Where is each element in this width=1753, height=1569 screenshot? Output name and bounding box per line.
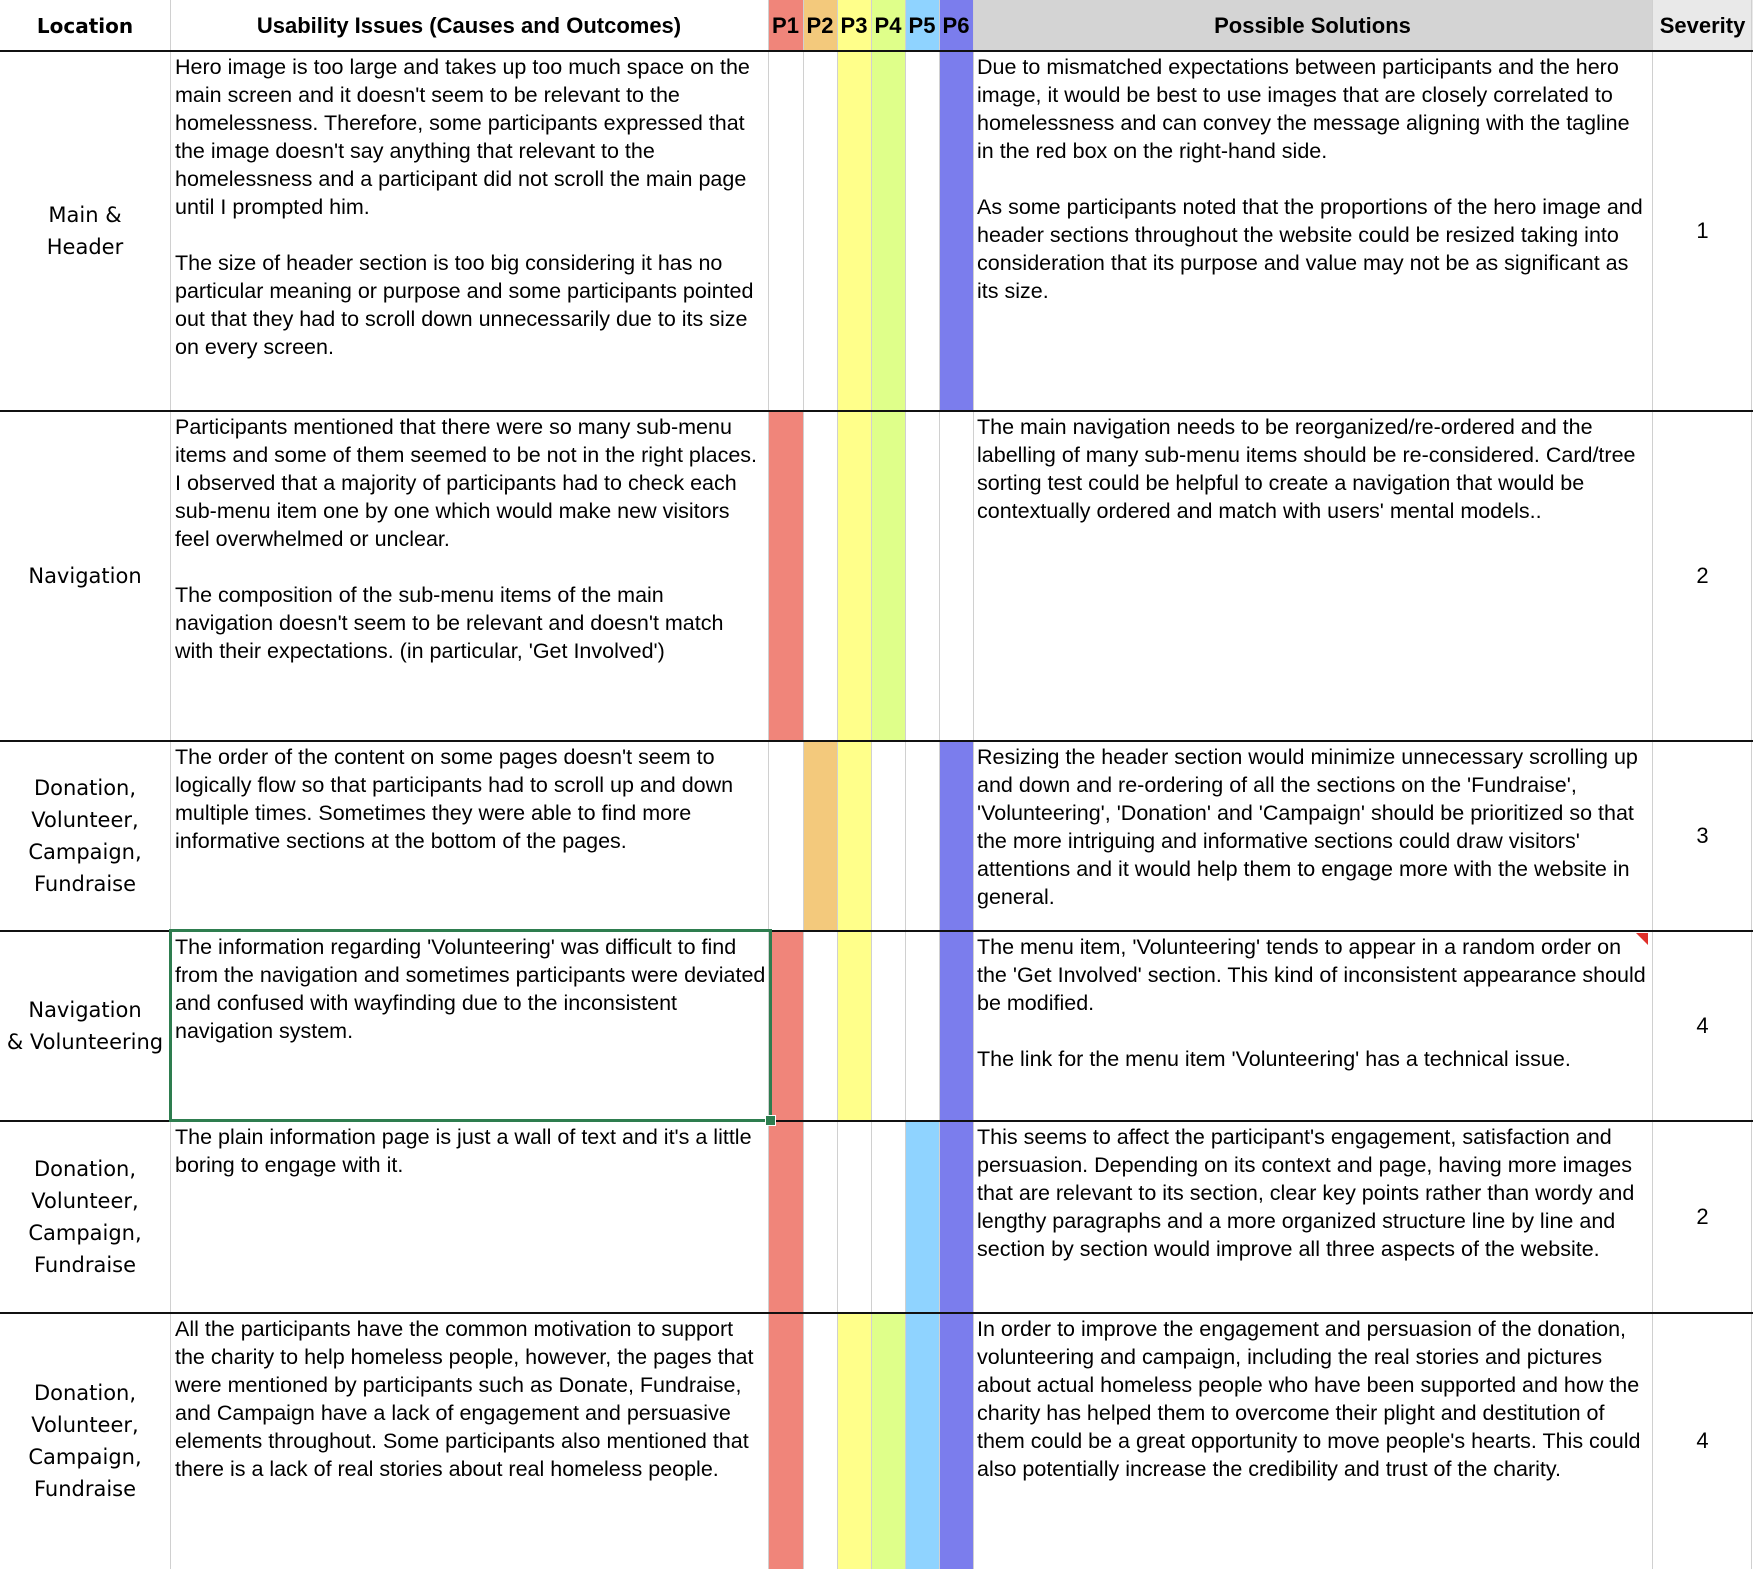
column-divider bbox=[768, 0, 769, 1569]
row-divider bbox=[0, 50, 1753, 52]
participant-mark-p4 bbox=[871, 51, 905, 411]
participant-mark-p2 bbox=[803, 741, 837, 931]
participant-mark-p1 bbox=[768, 931, 803, 1121]
location-cell[interactable]: Donation, Volunteer, Campaign, Fundraise bbox=[28, 776, 142, 896]
participant-mark-p4 bbox=[871, 411, 905, 741]
column-divider bbox=[871, 0, 872, 1569]
participant-mark-p3 bbox=[837, 1313, 871, 1569]
participant-mark-p1 bbox=[768, 1121, 803, 1313]
severity-cell[interactable]: 4 bbox=[1696, 1428, 1709, 1453]
solution-cell[interactable]: Due to mismatched expectations between participants and the hero image, it would be best to use images that are closely correlated to homelessness and can convey the message aligning with the tagline in the red box on the right-hand side. As some participants noted that the proportions of the hero image and header sections throughout the website could be resized taking into consideration that its purpose and value may not be as significant as its size. bbox=[977, 55, 1643, 303]
participant-mark-p6 bbox=[939, 1121, 973, 1313]
header-p5[interactable]: P5 bbox=[908, 12, 936, 38]
participant-mark-p6 bbox=[939, 741, 973, 931]
severity-cell[interactable]: 1 bbox=[1696, 218, 1709, 243]
participant-mark-p4 bbox=[871, 1313, 905, 1569]
participant-mark-p5 bbox=[905, 1121, 939, 1313]
location-cell[interactable]: Main & Header bbox=[46, 203, 124, 259]
issue-cell[interactable]: The information regarding 'Volunteering' was difficult to find from the navigation and sometimes participants were deviated and confused with wayfinding due to the inconsistent navigation system. bbox=[175, 935, 766, 1043]
severity-cell[interactable]: 2 bbox=[1696, 1204, 1709, 1229]
issue-cell[interactable]: All the participants have the common motivation to support the charity to help homeless people, however, the pages that were mentioned by participants such as Donate, Fundraise, and Campaign have a lack of engagement and persuasive elements throughout. Some participants also mentioned that there is a lack of real stories about real homeless people. bbox=[175, 1317, 754, 1481]
participant-mark-p3 bbox=[837, 931, 871, 1121]
participant-mark-p6 bbox=[939, 51, 973, 411]
header-p1[interactable]: P1 bbox=[772, 12, 799, 38]
location-cell[interactable]: Donation, Volunteer, Campaign, Fundraise bbox=[28, 1381, 142, 1501]
issue-cell[interactable]: The order of the content on some pages doesn't seem to logically flow so that participants had to scroll up and down multiple times. Sometimes they were able to find more informative sections at the bottom of the pages. bbox=[175, 745, 734, 853]
location-cell[interactable]: Navigation bbox=[28, 564, 142, 588]
issue-cell[interactable]: Participants mentioned that there were so many sub-menu items and some of them seemed to be not in the right places. I observed that a majority of participants had to check each sub-menu item one by one which would make new visitors feel overwhelmed or unclear. The composition of the sub-menu items of the main navigation doesn't seem to be relevant and doesn't match with their expectations. (in particular, 'Get Involved') bbox=[175, 415, 758, 663]
location-cell[interactable]: Navigation & Volunteering bbox=[6, 998, 164, 1054]
participant-mark-p6 bbox=[939, 1313, 973, 1569]
severity-cell[interactable]: 4 bbox=[1696, 1013, 1709, 1038]
participant-mark-p3 bbox=[837, 51, 871, 411]
solution-cell[interactable]: The menu item, 'Volunteering' tends to appear in a random order on the 'Get Involved' section. This kind of inconsistent appearance should be modified. The link for the menu item 'Volunteering' has a technical issue. bbox=[977, 935, 1646, 1071]
issue-cell[interactable]: Hero image is too large and takes up too much space on the main screen and it doesn't seem to be relevant to the homelessness. Therefore, some participants expressed that the image doesn't say anything that relevant to the homelessness and a participant did not scroll the main page until I prompted him. The size of header section is too big considering it has no particular meaning or purpose and some participants pointed out that they had to scroll down unnecessarily due to its size on every screen. bbox=[175, 55, 754, 359]
selected-cell-outline bbox=[169, 929, 772, 1122]
column-divider bbox=[837, 0, 838, 1569]
header-location[interactable]: Location bbox=[36, 13, 134, 38]
header-p6[interactable]: P6 bbox=[942, 12, 970, 38]
row-divider bbox=[0, 1312, 1753, 1314]
column-divider bbox=[973, 0, 974, 1569]
participant-mark-p1 bbox=[768, 1313, 803, 1569]
participant-mark-p6 bbox=[939, 931, 973, 1121]
participant-mark-p3 bbox=[837, 741, 871, 931]
column-divider bbox=[905, 0, 906, 1569]
comment-indicator-icon[interactable] bbox=[1636, 933, 1648, 945]
severity-cell[interactable]: 2 bbox=[1696, 563, 1709, 588]
participant-mark-p5 bbox=[905, 1313, 939, 1569]
participant-mark-p1 bbox=[768, 411, 803, 741]
header-p4[interactable]: P4 bbox=[874, 12, 902, 38]
header-p2[interactable]: P2 bbox=[806, 12, 834, 38]
severity-cell[interactable]: 3 bbox=[1696, 823, 1709, 848]
row-divider bbox=[0, 410, 1753, 412]
header-p3[interactable]: P3 bbox=[840, 12, 868, 38]
issue-cell[interactable]: The plain information page is just a wall of text and it's a little boring to engage with it. bbox=[175, 1125, 752, 1177]
solution-cell[interactable]: Resizing the header section would minimize unnecessary scrolling up and down and re-ordering of all the sections on the 'Fundraise', 'Volunteering', 'Donation' and 'Campaign' should be prioritized so that the more intriguing and informative sections could draw visitors' attentions and it would help them to engage more with the website in general. bbox=[977, 745, 1638, 909]
header-possible-solutions[interactable]: Possible Solutions bbox=[1214, 12, 1411, 38]
header-usability-issues[interactable]: Usability Issues (Causes and Outcomes) bbox=[256, 12, 682, 38]
solution-cell[interactable]: In order to improve the engagement and persuasion of the donation, volunteering and campaign, including the real stories and pictures about actual homeless people who have been supported and how the charity has helped them to overcome their plight and destitution of them could be a great opportunity to move people's hearts. This could also potentially increase the credibility and trust of the charity. bbox=[977, 1317, 1641, 1481]
participant-mark-p3 bbox=[837, 411, 871, 741]
solution-cell[interactable]: The main navigation needs to be reorganized/re-ordered and the labelling of many sub-menu items should be re-considered. Card/tree sorting test could be helpful to create a navigation that would be contextually ordered and match with users' mental models.. bbox=[977, 415, 1636, 523]
fill-handle[interactable] bbox=[765, 1115, 776, 1126]
row-divider bbox=[0, 740, 1753, 742]
column-divider bbox=[939, 0, 940, 1569]
header-severity[interactable]: Severity bbox=[1659, 12, 1746, 38]
column-divider bbox=[803, 0, 804, 1569]
location-cell[interactable]: Donation, Volunteer, Campaign, Fundraise bbox=[28, 1157, 142, 1277]
column-divider bbox=[170, 0, 171, 1569]
solution-cell[interactable]: This seems to affect the participant's engagement, satisfaction and persuasion. Depending on its context and page, having more images that are relevant to its section, clear key points rather than wordy and lengthy paragraphs and a more organized structure line by line and section by section would improve all three aspects of the website. bbox=[977, 1125, 1635, 1261]
